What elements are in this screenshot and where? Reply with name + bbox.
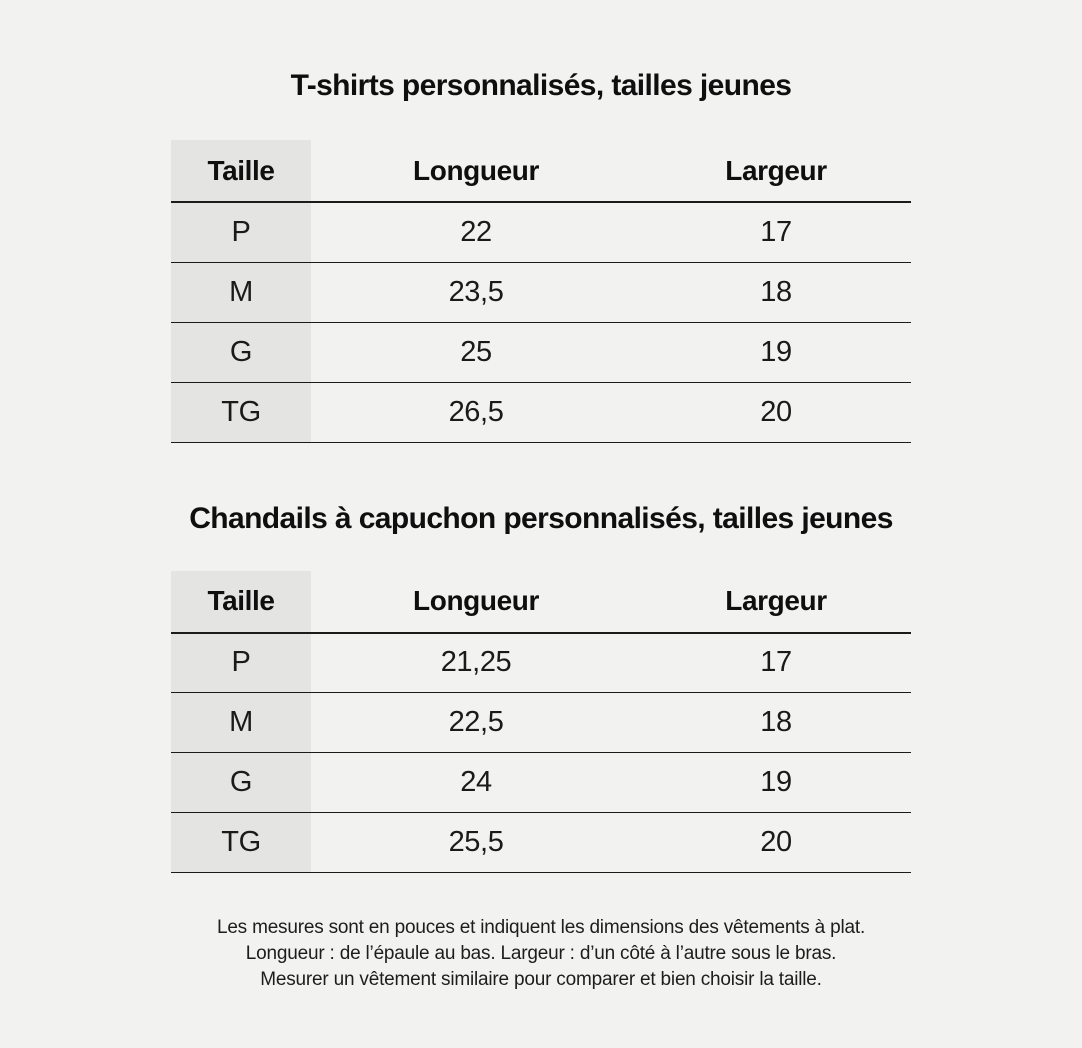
column-header-largeur: Largeur <box>641 140 911 202</box>
column-header-largeur: Largeur <box>641 571 911 633</box>
table-row <box>171 813 911 873</box>
size-cell: P <box>171 202 311 262</box>
table-row <box>171 693 911 753</box>
size-cell: TG <box>171 813 311 873</box>
column-header-taille: Taille <box>171 571 311 633</box>
width-cell: 18 <box>641 262 911 322</box>
table-row <box>171 633 911 693</box>
measurement-notes <box>0 915 1082 993</box>
table-row <box>171 202 911 262</box>
table-row <box>171 262 911 322</box>
length-cell: 22,5 <box>311 693 641 753</box>
length-cell: 25 <box>311 322 641 382</box>
width-cell: 17 <box>641 202 911 262</box>
column-header-taille: Taille <box>171 140 311 202</box>
table-row <box>171 322 911 382</box>
size-cell: M <box>171 262 311 322</box>
size-cell: G <box>171 322 311 382</box>
length-cell: 24 <box>311 753 641 813</box>
width-cell: 18 <box>641 693 911 753</box>
width-cell: 20 <box>641 813 911 873</box>
tshirt-size-table <box>171 140 911 443</box>
width-cell: 17 <box>641 633 911 693</box>
length-cell: 21,25 <box>311 633 641 693</box>
hoodie-size-table <box>171 571 911 874</box>
width-cell: 19 <box>641 322 911 382</box>
tshirt-table-title: T-shirts personnalisés, tailles jeunes <box>290 69 792 102</box>
length-cell: 23,5 <box>311 262 641 322</box>
table-row <box>171 382 911 442</box>
width-cell: 19 <box>641 753 911 813</box>
column-header-longueur: Longueur <box>311 571 641 633</box>
width-cell: 20 <box>641 382 911 442</box>
size-cell: G <box>171 753 311 813</box>
table-row <box>171 753 911 813</box>
note-line-definitions: Longueur : de l’épaule au bas. Largeur : d’un côté à l’autre sous le bras. <box>245 943 837 964</box>
size-cell: M <box>171 693 311 753</box>
length-cell: 26,5 <box>311 382 641 442</box>
note-line-units: Les mesures sont en pouces et indiquent les dimensions des vêtements à plat. <box>216 917 866 938</box>
size-cell: P <box>171 633 311 693</box>
length-cell: 25,5 <box>311 813 641 873</box>
length-cell: 22 <box>311 202 641 262</box>
size-cell: TG <box>171 382 311 442</box>
header-row <box>171 571 911 633</box>
column-header-longueur: Longueur <box>311 140 641 202</box>
note-line-advice: Mesurer un vêtement similaire pour comparer et bien choisir la taille. <box>260 969 822 990</box>
hoodie-table-title: Chandails à capuchon personnalisés, tailles jeunes <box>189 501 893 535</box>
header-row <box>171 140 911 202</box>
